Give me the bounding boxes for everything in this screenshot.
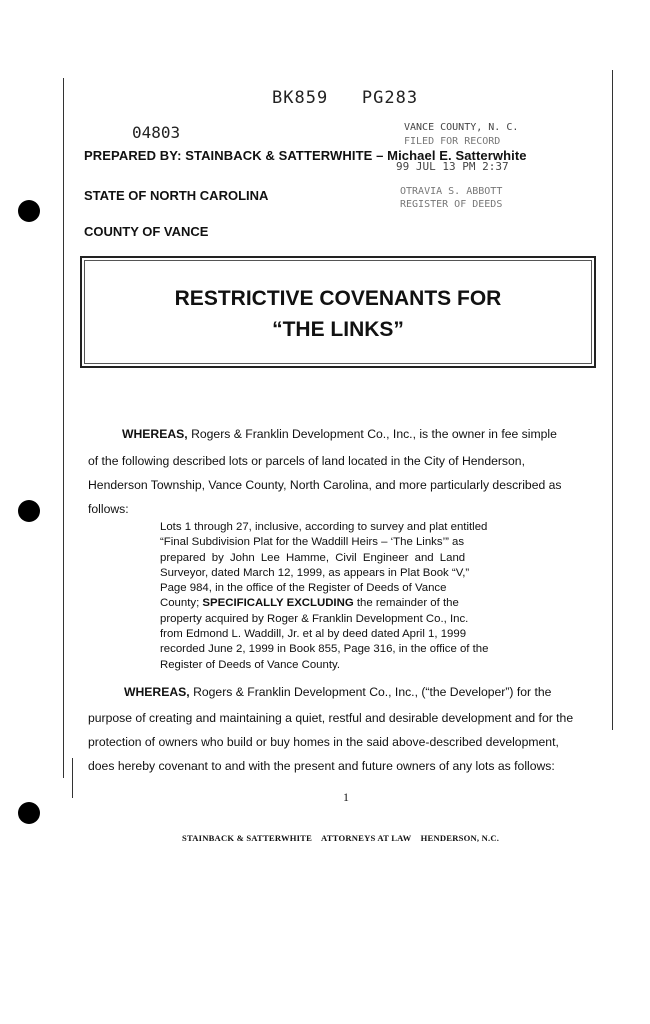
desc-line-2: “Final Subdivision Plat for the Waddill Heirs – ‘The Links’” as — [160, 536, 465, 549]
whereas2-line4: does hereby covenant to and with the present and future owners of any lots as follows: — [88, 759, 555, 773]
whereas2-line2: purpose of creating and maintaining a quiet, restful and desirable development and for the — [88, 711, 574, 725]
prepared-by: PREPARED BY: STAINBACK & SATTERWHITE – Michael E. Satterwhite — [84, 148, 527, 163]
whereas-paragraph-2 — [88, 680, 573, 778]
punch-hole-bottom — [18, 802, 40, 824]
page-right-border — [612, 70, 613, 730]
desc-line-4: Surveyor, dated March 12, 1999, as appears in Plat Book “V,” — [160, 566, 470, 579]
desc-line-3: prepared by John Lee Hamme, Civil Engineer and Land — [160, 551, 466, 564]
stamp-county: VANCE COUNTY, N. C. — [404, 122, 519, 133]
stamp-filed: FILED FOR RECORD — [404, 136, 501, 147]
law-firm-footer: STAINBACK & SATTERWHITE ATTORNEYS AT LAW HENDERSON, N.C. — [182, 833, 500, 843]
whereas1-line4: follows: — [88, 502, 129, 516]
document-title-line1: RESTRICTIVE COVENANTS FOR — [174, 287, 502, 310]
desc-line-5: Page 984, in the office of the Register of Deeds of Vance — [160, 582, 447, 595]
document-title-line2: “THE LINKS” — [272, 318, 404, 341]
county-heading: COUNTY OF VANCE — [84, 224, 209, 239]
property-description — [160, 520, 532, 673]
book-page-reference: BK859 PG283 — [272, 88, 419, 108]
page-left-border — [63, 78, 64, 778]
whereas-paragraph-1 — [88, 422, 562, 521]
document-number: 04803 — [132, 123, 181, 142]
desc-line-7: property acquired by Roger & Franklin Development Co., Inc. — [160, 612, 469, 625]
desc-line-9: recorded June 2, 1999 in Book 855, Page 316, in the office of the — [160, 643, 489, 656]
punch-hole-middle — [18, 500, 40, 522]
whereas2-line3: protection of owners who build or buy homes in the said above-described development, — [88, 735, 559, 749]
title-box — [80, 256, 596, 368]
exclusion-emphasis: SPECIFICALLY EXCLUDING — [202, 597, 354, 610]
desc-line-8: from Edmond L. Waddill, Jr. et al by deed dated April 1, 1999 — [160, 628, 467, 641]
whereas1-line1: Rogers & Franklin Development Co., Inc., is the owner in fee simple — [187, 427, 557, 441]
state-heading: STATE OF NORTH CAROLINA — [84, 188, 269, 203]
whereas1-line3: Henderson Township, Vance County, North Carolina, and more particularly described as — [88, 478, 562, 492]
stamp-register-name: OTRAVIA S. ABBOTT — [400, 186, 503, 197]
stamp-register-title: REGISTER OF DEEDS — [400, 199, 503, 210]
whereas1-line2: of the following described lots or parcels of land located in the City of Henderson, — [88, 454, 525, 468]
desc-line-6: County; SPECIFICALLY EXCLUDING the remainder of the — [160, 597, 459, 610]
whereas-lead-2: WHEREAS, — [124, 685, 190, 699]
desc-line-1: Lots 1 through 27, inclusive, according to survey and plat entitled — [160, 521, 488, 533]
stamp-datetime: 99 JUL 13 PM 2:37 — [396, 160, 509, 173]
page-left-border-lower — [72, 758, 73, 798]
whereas2-line1: Rogers & Franklin Development Co., Inc., (“the Developer”) for the — [189, 685, 552, 699]
whereas-lead-1: WHEREAS, — [122, 427, 188, 441]
punch-hole-top — [18, 200, 40, 222]
page-number: 1 — [343, 790, 349, 804]
desc-line-10: Register of Deeds of Vance County. — [160, 658, 341, 671]
